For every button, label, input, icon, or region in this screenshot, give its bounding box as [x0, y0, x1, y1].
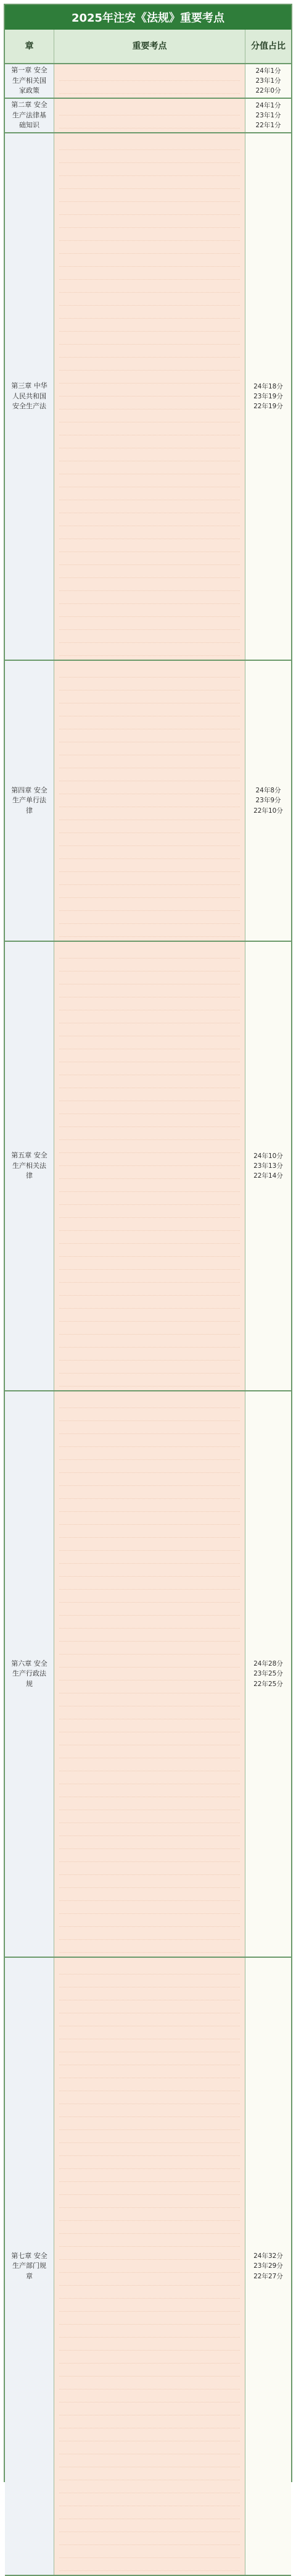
key-point-item [59, 1784, 240, 1797]
key-point-list [59, 68, 240, 94]
key-point-item [59, 1732, 240, 1745]
key-point-item [59, 1421, 240, 1434]
key-point-item [59, 1680, 240, 1693]
key-point-item [59, 1836, 240, 1849]
chapter-row [5, 133, 291, 661]
key-point-list [59, 665, 240, 937]
key-point-item [59, 2558, 240, 2571]
key-point-item [59, 1447, 240, 1460]
key-point-item [59, 103, 240, 115]
key-point-item [59, 1987, 240, 2000]
key-point-item [59, 1374, 240, 1387]
chapter-score: 24年1分 23年1分 22年0分 [245, 64, 291, 98]
key-point-item [59, 2325, 240, 2338]
key-point-item [59, 1166, 240, 1179]
key-point-list [59, 1961, 240, 2571]
key-point-item [59, 1525, 240, 1538]
key-point-item [59, 643, 240, 656]
chapter-score: 24年10分 23年13分 22年14分 [245, 942, 291, 1390]
key-point-item [59, 1257, 240, 1270]
key-points [54, 661, 245, 941]
key-point-item [59, 1603, 240, 1616]
key-point-item [59, 781, 240, 794]
key-point-item [59, 1499, 240, 1512]
key-point-item [59, 163, 240, 176]
key-points [54, 133, 245, 660]
key-point-item [59, 846, 240, 859]
key-point-item [59, 630, 240, 643]
key-point-item [59, 115, 240, 128]
key-point-item [59, 1408, 240, 1421]
key-points [54, 99, 245, 132]
key-point-item [59, 2026, 240, 2039]
key-point-item [59, 2532, 240, 2545]
key-point-item [59, 859, 240, 872]
key-point-item [59, 2052, 240, 2065]
key-point-item [59, 690, 240, 703]
key-point-item [59, 1231, 240, 1244]
chapter-row [5, 99, 291, 133]
key-point-item [59, 2441, 240, 2454]
key-point-item [59, 513, 240, 526]
key-point-item [59, 2480, 240, 2493]
chapter-row [5, 942, 291, 1391]
key-point-item [59, 332, 240, 345]
key-point-item [59, 716, 240, 729]
key-point-item [59, 1244, 240, 1257]
chapter-name: 第六章 安全生产行政法规 [5, 1391, 54, 1957]
key-point-item [59, 215, 240, 228]
table-header [5, 30, 291, 64]
key-point-item [59, 1296, 240, 1309]
key-point-item [59, 526, 240, 539]
key-point-item [59, 487, 240, 500]
key-point-item [59, 872, 240, 885]
key-point-item [59, 1049, 240, 1062]
key-point-item [59, 254, 240, 267]
key-point-item [59, 1140, 240, 1153]
chapter-score: 24年18分 23年19分 22年19分 [245, 133, 291, 660]
key-point-item [59, 729, 240, 742]
key-point-item [59, 2091, 240, 2104]
key-point-item [59, 461, 240, 474]
key-point-item [59, 1218, 240, 1231]
key-point-item [59, 306, 240, 319]
key-point-item [59, 1205, 240, 1218]
key-point-item [59, 2221, 240, 2234]
key-point-item [59, 241, 240, 254]
key-point-item [59, 1927, 240, 1940]
key-points [54, 942, 245, 1390]
key-point-item [59, 2377, 240, 2389]
key-point-item [59, 1473, 240, 1486]
key-point-item [59, 946, 240, 959]
key-point-item [59, 1974, 240, 1987]
key-point-item [59, 1551, 240, 1564]
key-point-item [59, 358, 240, 371]
chapter-score: 24年1分 23年1分 22年1分 [245, 99, 291, 132]
chapter-list [5, 64, 291, 2576]
header-score: 分值占比 [251, 41, 286, 51]
chapter-name: 第一章 安全生产相关国家政策 [5, 64, 54, 98]
key-point-list [59, 137, 240, 656]
chapter-row [5, 1958, 291, 2576]
key-point-item [59, 228, 240, 241]
document-title: 2025年注安《法规》重要考点 [5, 5, 291, 30]
key-point-item [59, 1434, 240, 1447]
key-point-item [59, 1179, 240, 1192]
key-point-item [59, 371, 240, 384]
key-point-item [59, 552, 240, 565]
key-point-item [59, 1616, 240, 1629]
key-point-item [59, 1823, 240, 1836]
key-point-item [59, 1062, 240, 1075]
key-point-item [59, 1512, 240, 1525]
chapter-name: 第三章 中华人民共和国安全生产法 [5, 133, 54, 660]
chapter-name: 第二章 安全生产法律基础知识 [5, 99, 54, 132]
key-point-item [59, 1875, 240, 1888]
key-point-item [59, 1192, 240, 1205]
key-point-item [59, 1810, 240, 1823]
key-point-item [59, 742, 240, 755]
key-point-item [59, 500, 240, 513]
key-point-item [59, 591, 240, 604]
key-point-item [59, 1888, 240, 1901]
key-point-item [59, 2039, 240, 2052]
document-page [4, 4, 292, 2482]
key-point-item [59, 396, 240, 409]
key-point-item [59, 189, 240, 202]
key-point-item [59, 474, 240, 487]
key-point-item [59, 1849, 240, 1862]
key-point-item [59, 1862, 240, 1875]
key-point-item [59, 448, 240, 461]
key-point-item [59, 1961, 240, 1974]
key-point-item [59, 2519, 240, 2532]
key-point-item [59, 885, 240, 898]
chapter-name: 第五章 安全生产相关法律 [5, 942, 54, 1390]
key-point-item [59, 1771, 240, 1784]
key-point-item [59, 1564, 240, 1577]
key-point-item [59, 807, 240, 820]
key-point-item [59, 2351, 240, 2364]
key-point-item [59, 137, 240, 150]
header-points: 重要考点 [54, 30, 245, 63]
key-points [54, 64, 245, 98]
key-point-list [59, 946, 240, 1387]
key-point-item [59, 1693, 240, 1706]
key-point-item [59, 2247, 240, 2260]
key-point-item [59, 2195, 240, 2208]
key-point-item [59, 2260, 240, 2273]
key-point-item [59, 1642, 240, 1655]
key-point-item [59, 1940, 240, 1953]
chapter-score: 24年28分 23年25分 22年25分 [245, 1391, 291, 1957]
key-point-item [59, 280, 240, 293]
key-point-item [59, 2143, 240, 2156]
key-point-item [59, 2364, 240, 2377]
key-point-item [59, 345, 240, 358]
key-point-item [59, 1590, 240, 1603]
key-point-item [59, 2312, 240, 2325]
key-point-item [59, 1460, 240, 1473]
key-point-item [59, 267, 240, 280]
key-point-item [59, 2117, 240, 2130]
key-point-item [59, 1538, 240, 1551]
key-point-item [59, 1348, 240, 1361]
chapter-name: 第七章 安全生产部门规章 [5, 1958, 54, 2575]
key-point-item [59, 176, 240, 189]
key-point-list [59, 103, 240, 128]
key-point-item [59, 959, 240, 971]
key-point-item [59, 984, 240, 997]
key-point-item [59, 1395, 240, 1408]
key-point-item [59, 1719, 240, 1732]
key-point-item [59, 422, 240, 435]
key-point-item [59, 565, 240, 578]
key-point-item [59, 578, 240, 591]
key-point-item [59, 1668, 240, 1680]
key-point-item [59, 2156, 240, 2169]
key-point-item [59, 2000, 240, 2013]
key-point-item [59, 68, 240, 81]
key-point-item [59, 1088, 240, 1101]
key-point-item [59, 1914, 240, 1927]
key-point-item [59, 2545, 240, 2558]
key-point-item [59, 1901, 240, 1914]
key-point-item [59, 911, 240, 924]
key-point-item [59, 2065, 240, 2078]
key-point-item [59, 2415, 240, 2428]
key-point-item [59, 150, 240, 163]
key-point-item [59, 1361, 240, 1374]
key-point-item [59, 1629, 240, 1642]
key-point-item [59, 1745, 240, 1758]
key-point-item [59, 319, 240, 332]
key-point-item [59, 2338, 240, 2351]
key-point-item [59, 820, 240, 833]
key-point-item [59, 768, 240, 781]
key-point-item [59, 1127, 240, 1140]
key-point-item [59, 1577, 240, 1590]
key-point-item [59, 2104, 240, 2117]
key-point-item [59, 604, 240, 617]
key-points [54, 1391, 245, 1957]
key-point-item [59, 898, 240, 911]
key-point-item [59, 2454, 240, 2467]
key-point-item [59, 2078, 240, 2091]
key-point-item [59, 2234, 240, 2247]
key-point-item [59, 2467, 240, 2480]
key-point-item [59, 2169, 240, 2182]
key-point-item [59, 665, 240, 678]
key-point-item [59, 924, 240, 937]
key-point-item [59, 617, 240, 630]
key-point-item [59, 2013, 240, 2026]
chapter-row [5, 1391, 291, 1958]
chapter-row [5, 661, 291, 942]
chapter-row [5, 64, 291, 99]
key-point-item [59, 1114, 240, 1127]
key-point-item [59, 1075, 240, 1088]
key-point-item [59, 1797, 240, 1810]
key-point-item [59, 1101, 240, 1114]
key-point-item [59, 409, 240, 422]
key-point-item [59, 833, 240, 846]
key-points [54, 1958, 245, 2575]
key-point-item [59, 1322, 240, 1335]
key-point-item [59, 384, 240, 396]
key-point-item [59, 2493, 240, 2506]
key-point-item [59, 1153, 240, 1166]
key-point-item [59, 1036, 240, 1049]
key-point-item [59, 1270, 240, 1283]
key-point-item [59, 2208, 240, 2221]
key-point-item [59, 794, 240, 807]
key-point-item [59, 2389, 240, 2402]
key-point-item [59, 1655, 240, 1668]
key-point-item [59, 1706, 240, 1719]
key-point-item [59, 2286, 240, 2299]
key-point-item [59, 81, 240, 94]
key-point-item [59, 1486, 240, 1499]
key-point-item [59, 293, 240, 306]
key-point-item [59, 2273, 240, 2286]
key-point-item [59, 1335, 240, 1348]
key-point-item [59, 2506, 240, 2519]
key-point-item [59, 1023, 240, 1036]
key-point-item [59, 539, 240, 552]
key-point-item [59, 2299, 240, 2312]
key-point-item [59, 202, 240, 215]
key-point-item [59, 755, 240, 768]
key-point-item [59, 1010, 240, 1023]
header-chapter: 章 [5, 30, 54, 63]
key-point-list [59, 1395, 240, 1953]
key-point-item [59, 2402, 240, 2415]
key-point-item [59, 703, 240, 716]
key-point-item [59, 1758, 240, 1771]
key-point-item [59, 1309, 240, 1322]
chapter-score: 24年32分 23年29分 22年27分 [245, 1958, 291, 2575]
key-point-item [59, 435, 240, 448]
key-point-item [59, 2130, 240, 2143]
key-point-item [59, 971, 240, 984]
key-point-item [59, 2182, 240, 2195]
key-point-item [59, 2428, 240, 2441]
key-point-item [59, 1283, 240, 1296]
chapter-name: 第四章 安全生产单行法律 [5, 661, 54, 941]
key-point-item [59, 997, 240, 1010]
chapter-score: 24年8分 23年9分 22年10分 [245, 661, 291, 941]
key-point-item [59, 678, 240, 690]
